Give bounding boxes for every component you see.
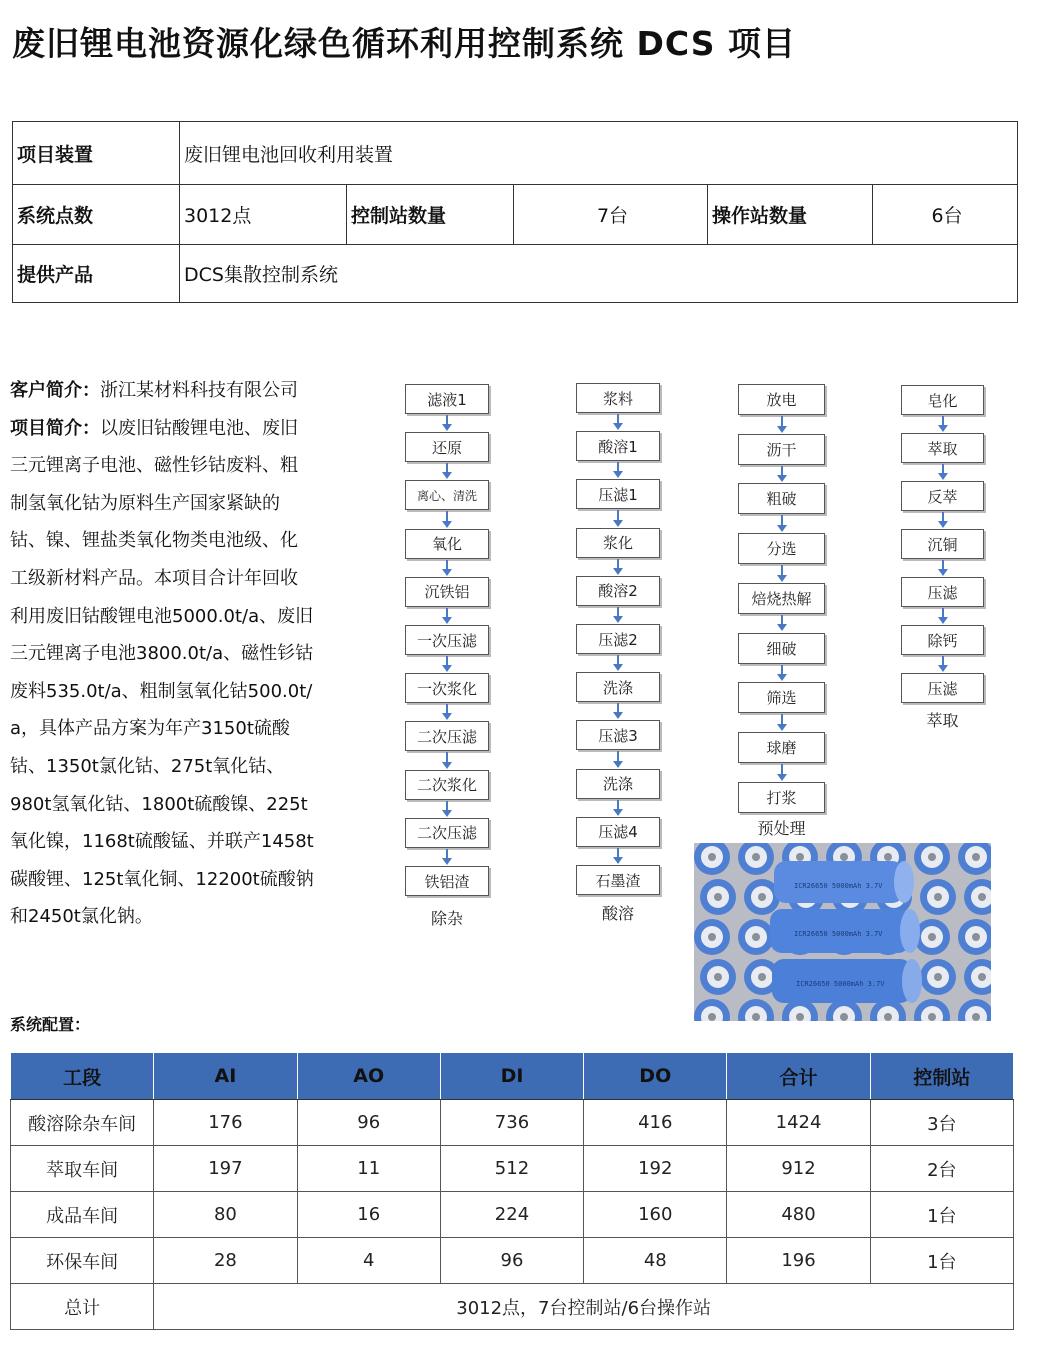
flow-step: 一次浆化 <box>405 673 489 703</box>
battery-cylinder-1 <box>774 861 914 903</box>
flow-step: 浆料 <box>576 383 660 413</box>
flow-step: 压滤 <box>901 673 984 703</box>
product-value: DCS集散控制系统 <box>180 245 1018 303</box>
cell: 160 <box>584 1192 727 1238</box>
cell: 1台 <box>870 1192 1013 1238</box>
flow-column-caption: 预处理 <box>757 819 806 838</box>
table-row <box>11 1146 1014 1192</box>
flow-arrow <box>446 463 448 473</box>
flow-arrow <box>781 764 783 775</box>
flow-step: 二次浆化 <box>405 770 489 800</box>
flow-step: 石墨渣 <box>576 865 660 895</box>
project-line: 项目简介：以废旧钴酸锂电池、废旧 <box>10 417 298 439</box>
flow-arrow <box>942 416 944 426</box>
battery-label: ICR26650 5000mAh 3.7V <box>794 930 883 938</box>
battery-label: ICR26650 5000mAh 3.7V <box>794 882 883 890</box>
config-label: 系统配置： <box>10 1015 91 1034</box>
cell: 酸溶除杂车间 <box>11 1100 154 1146</box>
flow-step: 滤液1 <box>405 384 489 414</box>
flow-arrow <box>617 848 619 858</box>
flow-step: 酸溶1 <box>576 431 660 461</box>
cell: 80 <box>154 1192 297 1238</box>
cell: 96 <box>297 1100 440 1146</box>
flow-arrow <box>617 703 619 713</box>
config-label-text: 系统配置 <box>10 1015 75 1034</box>
op-station-value: 6台 <box>873 185 1018 245</box>
product-label: 提供产品 <box>13 245 180 303</box>
flow-arrow <box>781 615 783 626</box>
flow-step: 除钙 <box>901 625 984 655</box>
cell: 96 <box>440 1238 583 1284</box>
project-line-text: 钴、镍、锂盐类氧化物类电池级、化 <box>10 530 298 552</box>
col-header: AO <box>297 1053 440 1100</box>
flow-step: 球磨 <box>738 732 825 763</box>
project-line-text: 工级新材料产品。本项目合计年回收 <box>10 567 298 589</box>
flow-step: 浆化 <box>576 528 660 558</box>
device-value: 废旧锂电池回收利用装置 <box>180 122 1018 185</box>
flow-step: 酸溶2 <box>576 576 660 606</box>
flow-arrow <box>446 560 448 570</box>
project-line-text: 三元锂离子电池、磁性钐钴废料、粗 <box>10 455 298 477</box>
project-line-text: 废料535.0t/a、粗制氢氧化钴500.0t/ <box>10 680 313 702</box>
flow-arrow <box>446 752 448 762</box>
flow-arrow <box>617 800 619 810</box>
total-row <box>11 1284 1014 1330</box>
flow-step: 氧化 <box>405 529 489 559</box>
flow-step: 压滤1 <box>576 479 660 509</box>
points-value: 3012点 <box>180 185 347 245</box>
flow-arrow <box>942 464 944 474</box>
flow-step: 压滤2 <box>576 624 660 654</box>
col-header: AI <box>154 1053 297 1100</box>
battery-cylinder-3 <box>772 959 922 1003</box>
flow-step: 二次压滤 <box>405 721 489 751</box>
intro-section <box>10 372 320 936</box>
flow-arrow <box>942 512 944 522</box>
project-info-table <box>12 121 1018 303</box>
project-line-text: 碳酸锂、125t氧化铜、12200t硫酸钠 <box>10 868 314 890</box>
cell: 萃取车间 <box>11 1146 154 1192</box>
table-row <box>11 1238 1014 1284</box>
flow-arrow <box>781 665 783 676</box>
flow-arrow <box>446 656 448 666</box>
project-label: 项目简介 <box>10 417 82 439</box>
cell: 512 <box>440 1146 583 1192</box>
config-header-row <box>11 1053 1014 1100</box>
flow-arrow <box>942 608 944 618</box>
flow-step: 压滤3 <box>576 720 660 750</box>
device-label: 项目装置 <box>13 122 180 185</box>
cell: 912 <box>727 1146 870 1192</box>
flow-step: 粗破 <box>738 483 825 514</box>
cell: 480 <box>727 1192 870 1238</box>
flow-arrow <box>942 656 944 666</box>
flow-step: 二次压滤 <box>405 818 489 848</box>
battery-cylinder-2 <box>770 909 920 953</box>
cell: 28 <box>154 1238 297 1284</box>
project-line-text: 利用废旧钴酸锂电池5000.0t/a、废旧 <box>10 605 314 627</box>
flow-column-caption: 酸溶 <box>601 904 634 923</box>
col-header: 控制站 <box>870 1053 1013 1100</box>
cell: 224 <box>440 1192 583 1238</box>
battery-photo <box>694 843 991 1021</box>
flow-step: 沥干 <box>738 434 825 465</box>
flow-step: 还原 <box>405 432 489 462</box>
page-title: 废旧锂电池资源化绿色循环利用控制系统 DCS 项目 <box>12 24 796 63</box>
flow-arrow <box>617 607 619 617</box>
flow-step: 分选 <box>738 533 825 564</box>
project-line-text: 制氢氧化钴为原料生产国家紧缺的 <box>10 492 280 514</box>
customer-line: 客户简介：浙江某材料科技有限公司 <box>10 380 298 401</box>
cell: 196 <box>727 1238 870 1284</box>
flow-arrow <box>446 801 448 811</box>
cell: 环保车间 <box>11 1238 154 1284</box>
flow-arrow <box>617 655 619 665</box>
flow-step: 筛选 <box>738 682 825 713</box>
cell: 3台 <box>870 1100 1013 1146</box>
project-line-text: 980t氢氧化钴、1800t硫酸镍、225t <box>10 793 308 815</box>
flow-arrow <box>446 704 448 714</box>
flow-column-caption: 萃取 <box>926 711 959 730</box>
cell: 2台 <box>870 1146 1013 1192</box>
flow-step: 皂化 <box>901 385 984 415</box>
cell: 416 <box>584 1100 727 1146</box>
flow-arrow <box>781 416 783 427</box>
total-label: 总计 <box>11 1284 154 1330</box>
flow-column-caption: 除杂 <box>430 909 463 928</box>
flow-arrow <box>446 415 448 425</box>
flow-arrow <box>617 559 619 569</box>
table-row <box>11 1192 1014 1238</box>
flow-arrow <box>781 565 783 576</box>
flow-step: 洗涤 <box>576 672 660 702</box>
table-row <box>11 1100 1014 1146</box>
cell: 197 <box>154 1146 297 1192</box>
cell: 11 <box>297 1146 440 1192</box>
battery-label: ICR26650 5000mAh 3.7V <box>796 980 885 988</box>
flow-arrow <box>781 714 783 725</box>
flow-step: 压滤 <box>901 577 984 607</box>
flow-arrow <box>446 849 448 859</box>
project-line-text: 氧化镍，1168t硫酸锰、并联产1458t <box>10 831 314 853</box>
flow-step: 沉铜 <box>901 529 984 559</box>
flow-step: 沉铁铝 <box>405 577 489 607</box>
flow-step: 放电 <box>738 384 825 415</box>
project-line-text: 和2450t氯化钠。 <box>10 906 153 928</box>
total-value: 3012点，7台控制站/6台操作站 <box>154 1284 1014 1330</box>
flow-step: 焙烧热解 <box>738 583 825 614</box>
flow-arrow <box>942 560 944 570</box>
flow-arrow <box>446 608 448 618</box>
cell: 48 <box>584 1238 727 1284</box>
ctrl-station-label: 控制站数量 <box>347 185 514 245</box>
col-header: DI <box>440 1053 583 1100</box>
flow-step: 离心、清洗 <box>405 480 489 510</box>
cell: 16 <box>297 1192 440 1238</box>
ctrl-station-value: 7台 <box>514 185 708 245</box>
customer-value: 浙江某材料科技有限公司 <box>100 380 298 401</box>
flow-arrow <box>781 466 783 477</box>
project-line-text: 钴、1350t氯化钴、275t氧化钴、 <box>10 755 285 777</box>
flow-arrow <box>617 414 619 424</box>
flow-step: 细破 <box>738 633 825 664</box>
flow-arrow <box>617 462 619 472</box>
flow-step: 打浆 <box>738 782 825 813</box>
flow-step: 一次压滤 <box>405 625 489 655</box>
cell: 736 <box>440 1100 583 1146</box>
cell: 1台 <box>870 1238 1013 1284</box>
flow-arrow <box>781 515 783 526</box>
flow-step: 压滤4 <box>576 817 660 847</box>
cell: 成品车间 <box>11 1192 154 1238</box>
cell: 1424 <box>727 1100 870 1146</box>
config-table <box>10 1052 1014 1330</box>
customer-label: 客户简介 <box>10 380 82 401</box>
flow-step: 铁铝渣 <box>405 866 489 896</box>
flow-arrow <box>446 511 448 521</box>
flow-arrow <box>617 510 619 520</box>
col-header: 合计 <box>727 1053 870 1100</box>
project-line-text: 三元锂离子电池3800.0t/a、磁性钐钴 <box>10 643 314 665</box>
cell: 4 <box>297 1238 440 1284</box>
points-label: 系统点数 <box>13 185 180 245</box>
project-line-text: 以废旧钴酸锂电池、废旧 <box>100 417 298 439</box>
flow-step: 反萃 <box>901 481 984 511</box>
flow-step: 萃取 <box>901 433 984 463</box>
op-station-label: 操作站数量 <box>708 185 873 245</box>
project-line-text: a，具体产品方案为年产3150t硫酸 <box>10 718 290 740</box>
col-header: 工段 <box>11 1053 154 1100</box>
flow-arrow <box>617 751 619 761</box>
cell: 176 <box>154 1100 297 1146</box>
cell: 192 <box>584 1146 727 1192</box>
flow-step: 洗涤 <box>576 769 660 799</box>
col-header: DO <box>584 1053 727 1100</box>
